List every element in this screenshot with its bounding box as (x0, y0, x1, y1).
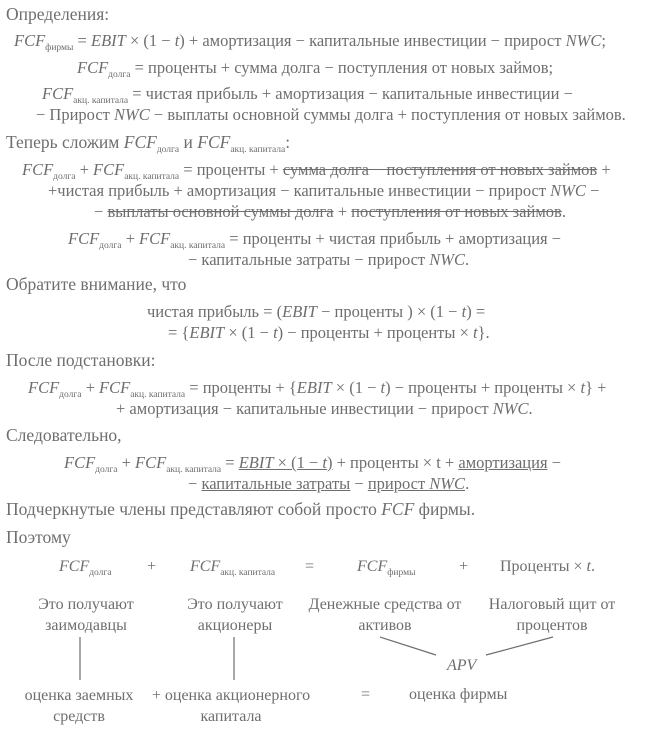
connector-asset-cash (380, 637, 436, 655)
bottom-equals: = (361, 686, 371, 703)
final-plus-2: + (459, 558, 469, 575)
final-interest-tax: Проценты × t. (500, 558, 595, 575)
label-tax-shield: Налоговый щит от процентов (488, 596, 616, 634)
definitions-heading: Определения: (6, 4, 110, 24)
final-fcf-equity: $FCF_{акц. капитала}$ (190, 558, 276, 578)
note-line1: чистая прибыль = (EBIT − проценты ) × (1 − t) = (147, 302, 486, 321)
bottom-equity-value: + оценка акционерного капитала (151, 687, 311, 725)
conclusion-line2: − капитальные затраты − прирост NWC. (188, 474, 470, 493)
sum-heading: Теперь сложим $FCF_{долга}$ и $FCF_{акц. капитала}$: (6, 132, 291, 155)
final-equals: = (305, 558, 315, 575)
label-shareholders: Это получают акционеры (187, 596, 283, 634)
bottom-debt-value: оценка заемных средств (24, 687, 134, 725)
sum-line1: $FCF_{долга} + FCF_{акц. капитала}$ = проценты + сумма долга − поступления от новых займов + (22, 160, 611, 182)
sum-line3: − выплаты основной суммы долга + поступления от новых займов. (94, 202, 566, 221)
subst-heading: После подстановки: (6, 350, 156, 370)
bottom-firm-value: оценка фирмы (409, 686, 508, 703)
subst-line2: + амортизация − капитальные инвестиции − прирост NWC. (116, 399, 533, 418)
sum-line2: +чистая прибыль + амортизация − капитальные инвестиции − прирост NWC − (48, 181, 600, 200)
conclusion-line1: $FCF_{долга} + FCF_{акц. капитала}$ = EBIT × (1 − t) + проценты × t + амортизация − (64, 453, 561, 475)
note-heading: Обратите внимание, что (6, 274, 187, 294)
fcf-equity-equation-line2: − Прирост NWC − выплаты основной суммы долга + поступления от новых займов. (36, 105, 626, 124)
final-fcf-firm: $FCF_{фирмы}$ (357, 558, 416, 578)
fcf-equity-equation-line1: $FCF_{акц. капитала}$ = чистая прибыль + амортизация − капитальные инвестиции − (42, 84, 573, 106)
fcf-firm-equation: $FCF_{фирмы}$ = EBIT × (1 − t) + амортизация − капитальные инвестиции − прирост NWC; (14, 31, 606, 53)
subst-line1: $FCF_{долга} + FCF_{акц. капитала}$ = проценты + {EBIT × (1 − t) − проценты + проценты × t} + (28, 378, 607, 400)
fcf-debt-equation: $FCF_{долга}$ = проценты + сумма долга − поступления от новых займов; (77, 58, 554, 80)
conclusion-heading: Следовательно, (6, 425, 122, 445)
note-line2: = {EBIT × (1 − t) − проценты + проценты × t}. (168, 323, 490, 342)
final-fcf-debt: $FCF_{долга}$ (59, 558, 112, 578)
final-plus: + (147, 558, 157, 575)
connector-tax-shield (486, 637, 553, 655)
label-lenders: Это получают заимодавцы (38, 596, 134, 634)
sum-result-line2: − капитальные затраты − прирост NWC. (188, 250, 470, 269)
therefore-heading: Поэтому (6, 527, 71, 547)
underline-note: Подчеркнутые члены представляют собой просто FCF фирмы. (6, 499, 476, 519)
label-asset-cash: Денежные средства от активов (308, 596, 462, 634)
apv-label: APV (447, 657, 477, 674)
sum-result-line1: $FCF_{долга} + FCF_{акц. капитала}$ = проценты + чистая прибыль + амортизация − (68, 229, 562, 251)
